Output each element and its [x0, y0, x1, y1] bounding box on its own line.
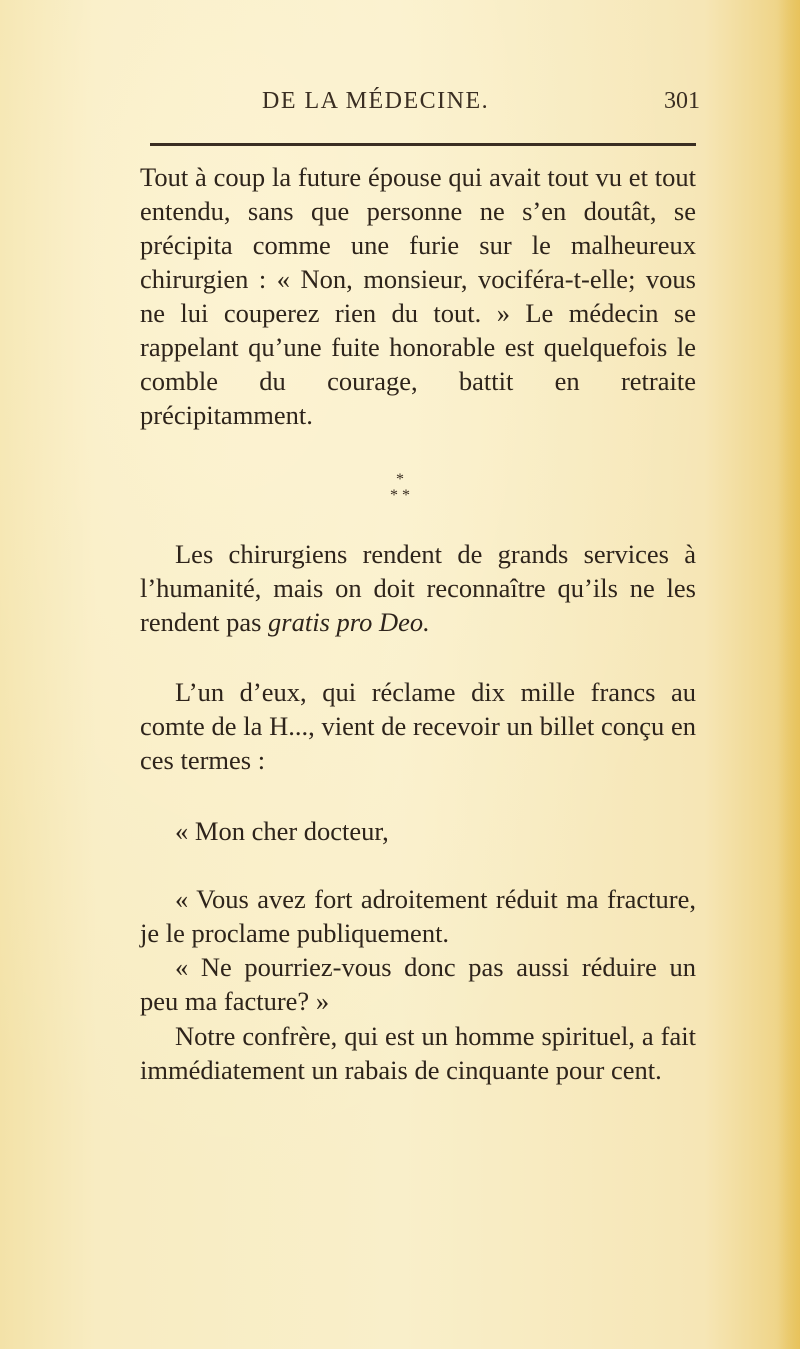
paragraph-3: L’un d’eux, qui réclame dix mille francs au comte de la H..., vient de recevoir un billet conçu en ces termes :	[140, 677, 696, 775]
asterism-bottom: * *	[390, 487, 410, 504]
running-title: DE LA MÉDECINE.	[262, 88, 490, 114]
header-rule	[150, 143, 696, 146]
page-header	[140, 88, 700, 128]
latin-phrase: gratis pro Deo.	[268, 607, 430, 637]
letter-paragraph-1: « Vous avez fort adroitement réduit ma fracture, je le proclame publiquement.	[140, 884, 696, 948]
page-number: 301	[664, 88, 700, 114]
letter-paragraph-2: « Ne pourriez-vous donc pas aussi réduire un peu ma facture? »	[140, 952, 696, 1016]
paragraph-conclusion: Notre confrère, qui est un homme spirituel, a fait immédiatement un rabais de cinquante pour cent.	[140, 1021, 696, 1085]
paragraph-2	[140, 537, 696, 639]
paragraph-1: Tout à coup la future épouse qui avait tout vu et tout entendu, sans que personne ne s’en doutât, se précipita comme une furie sur le malheureux chirurgien : « Non, monsieur, vociféra-t-elle; vous ne lui couperez rien du tout. » Le médecin se rappelant qu’une fuite honorable est quelquefois le comble du courage, battit en retraite précipitamment.	[140, 162, 696, 430]
asterism-top: *	[396, 471, 404, 488]
letter-salutation: « Mon cher docteur,	[175, 816, 389, 846]
page-edge-stain	[778, 0, 800, 1349]
paragraph-2-text: Les chirurgiens rendent de grands services à l’humanité, mais on doit reconnaître qu’ils ne les rendent pas	[140, 539, 696, 637]
